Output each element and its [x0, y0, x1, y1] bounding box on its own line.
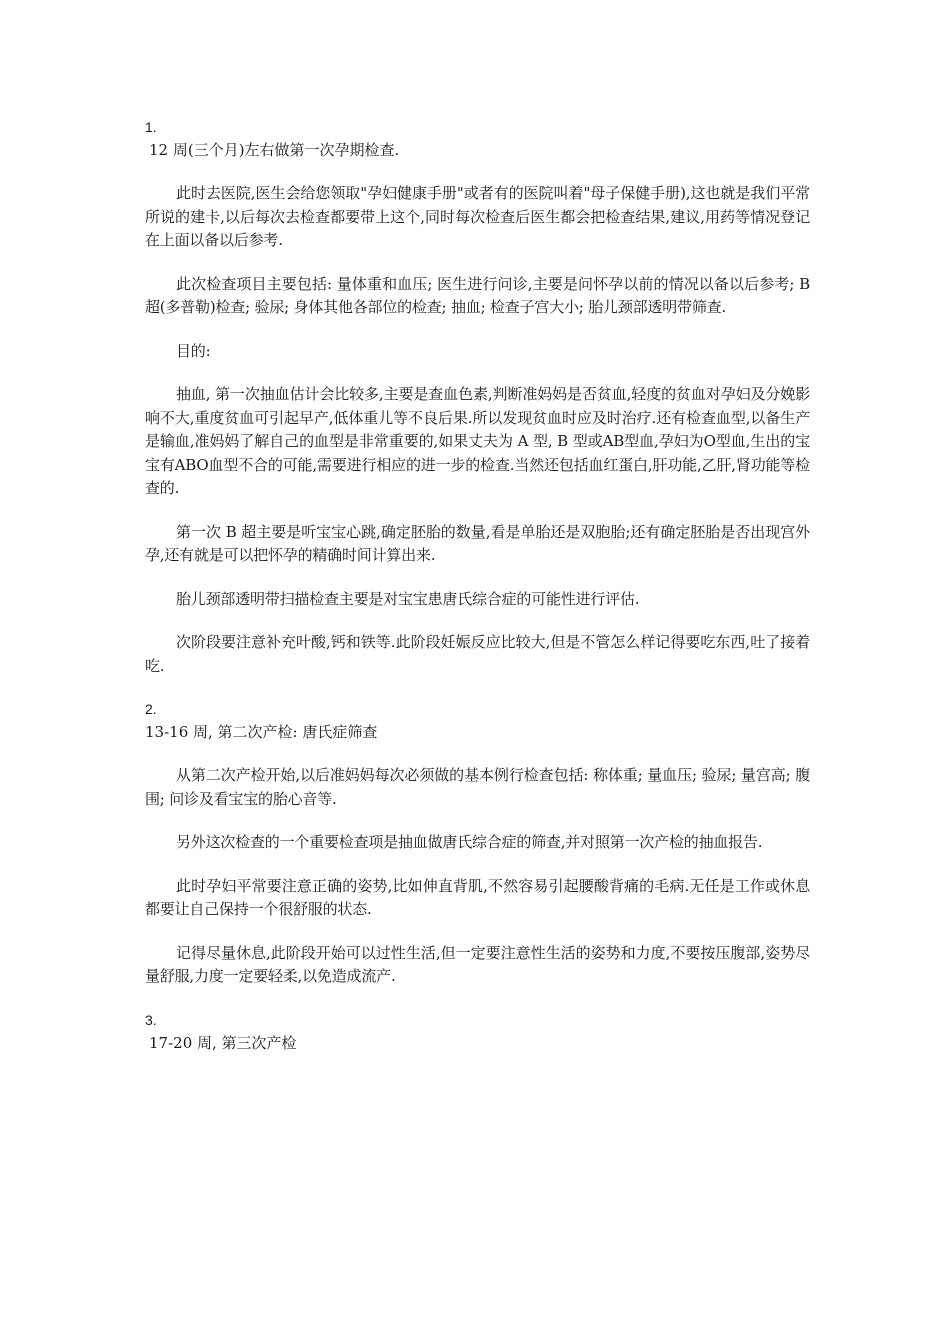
paragraph: 目的:	[176, 341, 211, 360]
section-number: 1.	[145, 119, 157, 135]
section-heading: 13-16 周, 第二次产检: 唐氏症筛查	[145, 723, 378, 741]
paragraph: 此次检查项目主要包括: 量体重和血压; 医生进行问诊,主要是问怀孕以前的情况以备以后参考; B 超(多普勒)检查; 验尿; 身体其他各部位的检查; 抽血; 检查子宫大小; 胎儿颈部透明带筛查.	[145, 274, 810, 316]
document-body	[145, 116, 810, 1075]
paragraph: 次阶段要注意补充叶酸,钙和铁等.此阶段妊娠反应比较大,但是不管怎么样记得要吃东西,吐了接着吃.	[145, 633, 810, 675]
paragraph: 此时孕妇平常要注意正确的姿势,比如伸直背肌,不然容易引起腰酸背痛的毛病.无任是工作或休息都要让自己保持一个很舒服的状态.	[145, 876, 810, 918]
section-2	[145, 698, 810, 989]
paragraph: 从第二次产检开始,以后准妈妈每次必须做的基本例行检查包括: 称体重; 量血压; 验尿; 量宫高; 腹围; 问诊及看宝宝的胎心音等.	[145, 766, 810, 808]
section-number: 3.	[145, 1011, 157, 1028]
section-heading: 17-20 周, 第三次产检	[149, 1033, 297, 1052]
paragraph: 此时去医院,医生会给您领取"孕妇健康手册"或者有的医院叫着"母子保健手册),这也就是我们平常所说的建卡,以后每次去检查都要带上这个,同时每次检查后医生都会把检查结果,建议,用药等情况登记在上面以备以后参考.	[145, 184, 810, 249]
paragraph: 第一次 B 超主要是听宝宝心跳,确定胚胎的数量,看是单胎还是双胞胎;还有确定胚胎是否出现宫外孕,还有就是可以把怀孕的精确时间计算出来.	[145, 522, 810, 564]
section-3	[145, 1009, 810, 1055]
paragraph: 另外这次检查的一个重要检查项是抽血做唐氏综合症的筛查,并对照第一次产检的抽血报告.	[176, 833, 763, 851]
section-number: 2.	[145, 701, 157, 717]
paragraph: 抽血, 第一次抽血估计会比较多,主要是查血色素,判断准妈妈是否贫血,轻度的贫血对孕妇及分娩影响不大,重度贫血可引起早产,低体重儿等不良后果.所以发现贫血时应及时治疗.还有检查血型,以备生产是输血,准妈妈了解自己的血型是非常重要的,如果丈夫为 A 型, B 型或AB型血,孕妇为O型血,生出的宝宝有ABO血型不合的可能,需要进行相应的进一步的检查.当然还包括血红蛋白,肝功能,乙肝,肾功能等检查的.	[145, 385, 810, 497]
paragraph: 胎儿颈部透明带扫描检查主要是对宝宝患唐氏综合症的可能性进行评估.	[176, 589, 640, 608]
section-heading: 12 周(三个月)左右做第一次孕期检查.	[149, 141, 400, 159]
section-1	[145, 116, 810, 678]
paragraph: 记得尽量休息,此阶段开始可以过性生活,但一定要注意性生活的姿势和力度,不要按压腹部,姿势尽量舒服,力度一定要轻柔,以免造成流产.	[145, 943, 810, 985]
